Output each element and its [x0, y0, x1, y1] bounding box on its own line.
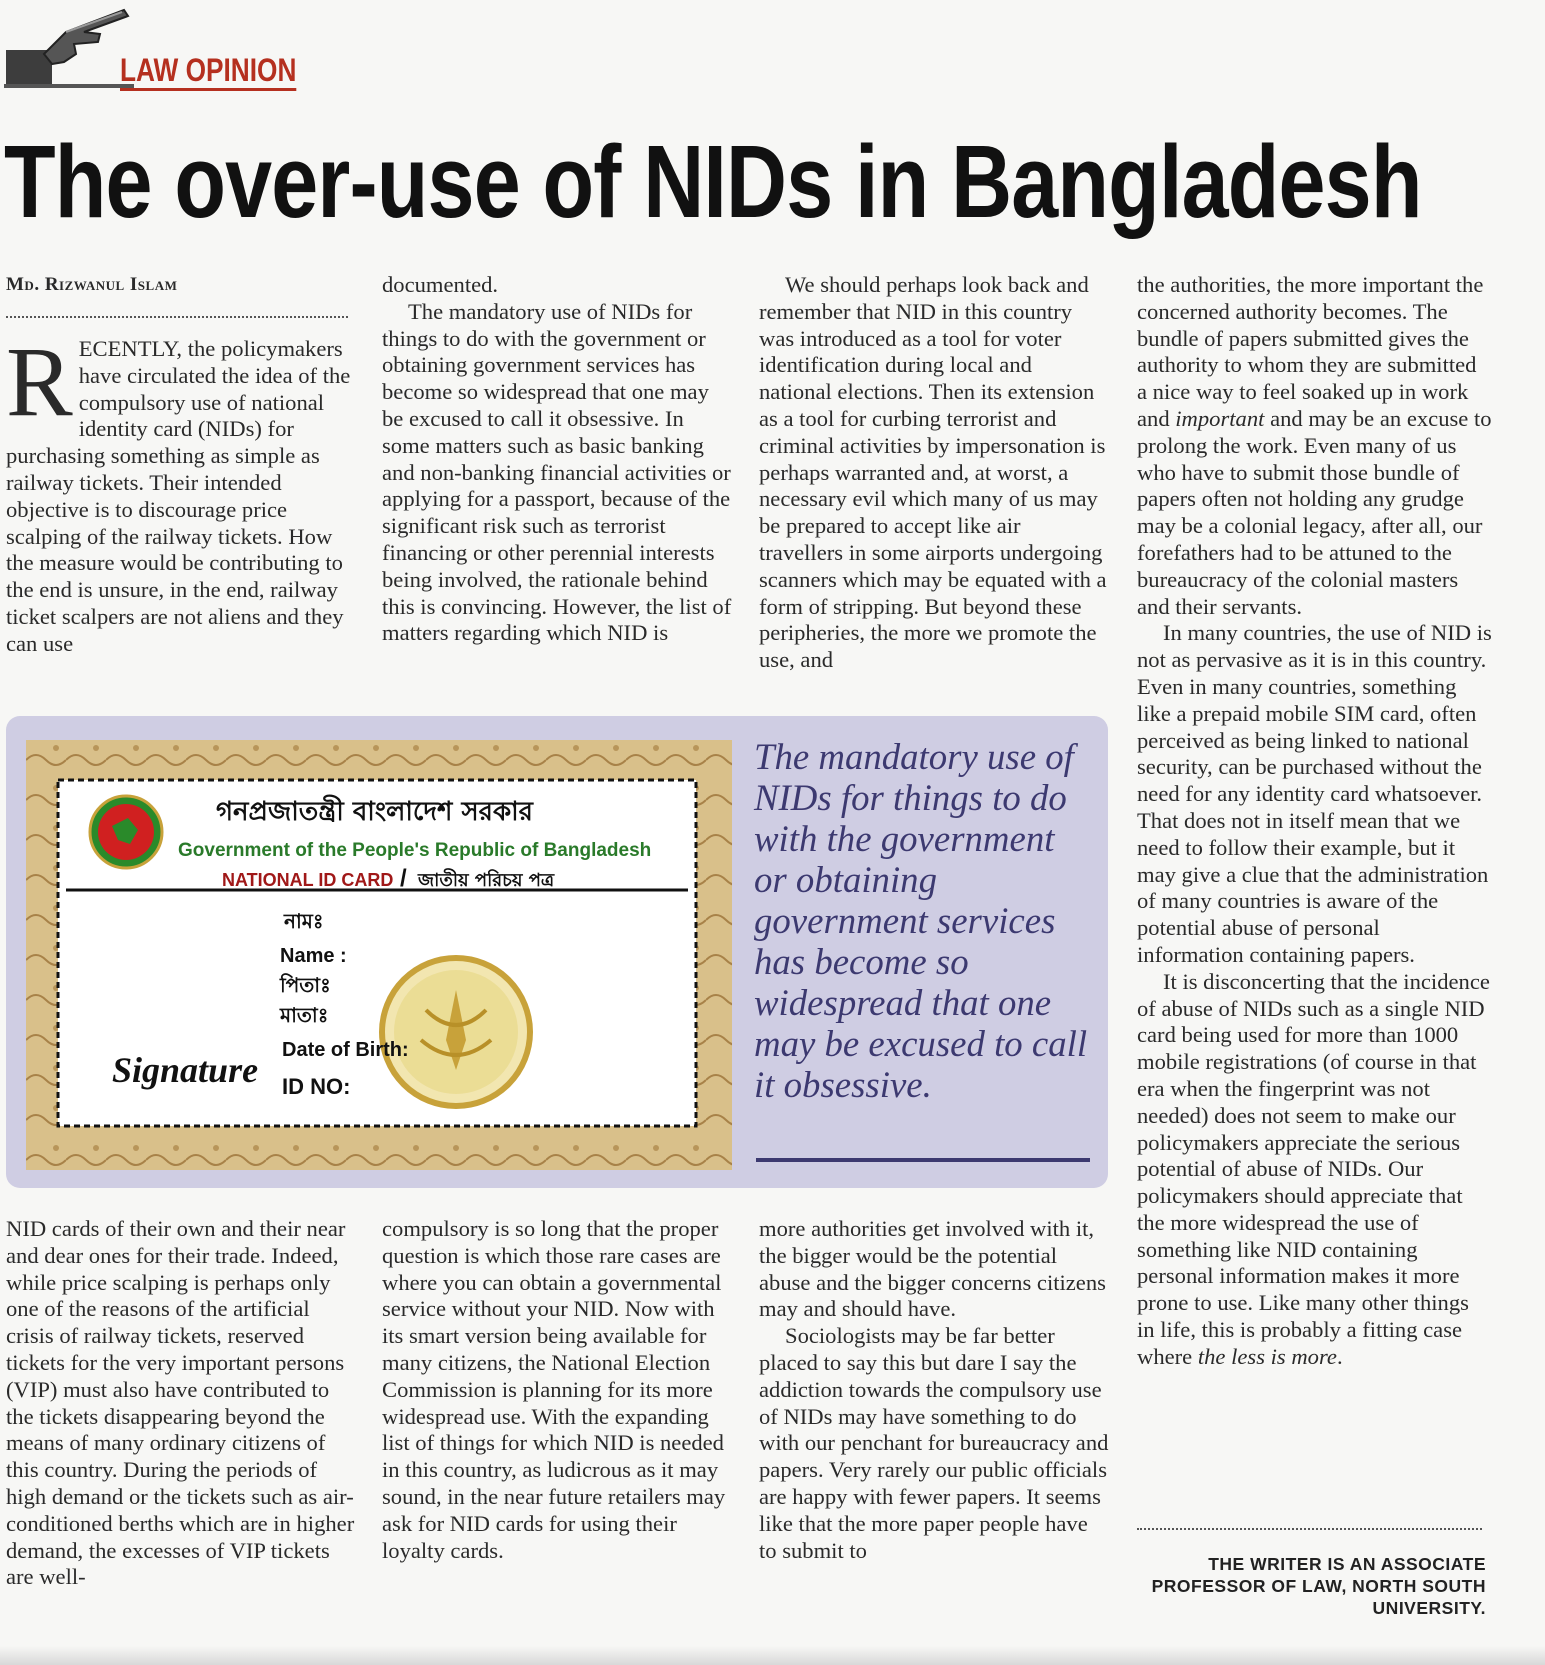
card-title-bangla: জাতীয় পরিচয় পত্র [418, 870, 555, 891]
col4-b-text: In many countries, the use of NID is not as pervasive as it is in this country. Even in many countries, something like a prepaid mobile SIM card, often perceived as being linked to national security, can be purchased without the need for any identity card whatsoever. That does not in itself mean that we need to follow their example, but it may give a clue that the administration of many countries is aware of the potential abuse of personal information containing papers. [1137, 620, 1492, 967]
field-father-bangla: পিতাঃ [280, 973, 331, 997]
dropcap: R [6, 326, 73, 437]
card-title-separator: / [400, 865, 407, 892]
nid-card-image [26, 740, 732, 1170]
col4-a-text: the authorities, the more important the concerned authority becomes. The bundle of papers submitted gives the authority to whom they are submitted a nice way to feel soaked up in work and [1137, 272, 1484, 431]
footer-divider [1137, 1528, 1482, 1530]
national-emblem-seal-icon [382, 958, 530, 1106]
card-title-english: NATIONAL ID CARD [222, 870, 394, 890]
field-mother-bangla: মাতাঃ [280, 1003, 329, 1027]
section-kicker: LAW OPINION [120, 52, 296, 91]
pull-quote: The mandatory use of NIDs for things to do with the government or obtaining government services has become so widespread that one may be excused to call it obsessive. [754, 736, 1088, 1105]
bangladesh-emblem-icon [90, 796, 162, 868]
column-1-bottom [6, 1216, 361, 1591]
card-header-english: Government of the People's Republic of Bangladesh [178, 840, 652, 861]
column-3-top [759, 272, 1109, 674]
col4-a-text-cont: and may be an excuse to prolong the work. Even many of us who have to submit those bundle of papers often not holding any grudge may be a colonial legacy, after all, our forefathers had to be attuned to the bureaucracy of the colonial masters and their servants. [1137, 405, 1492, 619]
field-id-number: ID NO: [282, 1074, 351, 1099]
column-4 [1137, 272, 1492, 1371]
col4-a-emphasis: important [1175, 405, 1265, 431]
field-date-of-birth: Date of Birth: [282, 1039, 409, 1061]
pull-quote-rule [756, 1158, 1090, 1162]
column-1-top [6, 326, 351, 658]
column-3-bottom [759, 1216, 1109, 1564]
byline: Md. Rizwanul Islam [6, 274, 178, 295]
writer-note: THE WRITER IS AN ASSOCIATE PROFESSOR OF LAW, NORTH SOUTH UNIVERSITY. [1151, 1554, 1486, 1618]
col3-top-text: We should perhaps look back and remember that NID in this country was introduced as a tool for voter identification during local and national elections. Then its extension as a tool for curbing terrorist and criminal activities by impersonation is perhaps warranted and, at worst, a necessary evil which many of us may be prepared to accept like air travellers in some airports undergoing scanners which may be equated with a form of stripping. But beyond these peripheries, the more we promote the use, and [759, 272, 1107, 673]
field-name-bangla: নামঃ [284, 909, 324, 933]
page-bottom-shadow [0, 1646, 1545, 1665]
signature-label: Signature [112, 1050, 259, 1090]
pointing-hand-icon [4, 2, 134, 90]
col3-bottom-a: more authorities get involved with it, the bigger would be the potential abuse and the bigger concerns citizens may and should have. [759, 1216, 1106, 1322]
col1-bottom-text: NID cards of their own and their near and dear ones for their trade. Indeed, while price scalping is perhaps only one of the reasons of the artificial crisis of railway tickets, reserved tickets for the very important persons (VIP) must also have contributed to the tickets disappearing beyond the means of many ordinary citizens of this country. During the periods of high demand or the tickets such as air-conditioned berths which are in higher demand, the excesses of VIP tickets are well- [6, 1216, 355, 1590]
col2-bottom-text: compulsory is so long that the proper question is which those rare cases are where you can obtain a governmental service without your NID. Now with its smart version being available for many citizens, the National Election Commission is planning for its more widespread use. With the expanding list of things for which NID is needed in this country, as ludicrous as it may sound, in the near future retailers may ask for NID cards for using their loyalty cards. [382, 1216, 726, 1563]
headline: The over-use of NIDs in Bangladesh [4, 124, 1422, 239]
column-2-top [382, 272, 732, 647]
col4-c-text: It is disconcerting that the incidence of abuse of NIDs such as a single NID card being used for more than 1000 mobile registrations (of course in that era when the fingerprint was not needed) does not seem to make our policymakers appreciate the serious potential of abuse of NIDs. Our policymakers should appreciate that the more widespread the use of something like NID containing personal information makes it more prone to use. Like many other things in life, this is probably a fitting case where [1137, 968, 1490, 1369]
col3-bottom-b: Sociologists may be far better placed to say this but dare I say the addiction towards the compulsory use of NIDs may have something to do with our penchant for bureaucracy and papers. Very rarely our public officials are happy with fewer papers. It seems like that the more paper people have to submit to [759, 1323, 1109, 1563]
col4-c-end: . [1336, 1343, 1343, 1369]
card-header-bangla: গনপ্রজাতন্ত্রী বাংলাদেশ সরকার [216, 797, 533, 827]
column-2-bottom [382, 1216, 732, 1564]
byline-divider [6, 316, 348, 318]
col2-top-b: The mandatory use of NIDs for things to do with the government or obtaining government services has become so widespread that one may be excused to call it obsessive. In some matters such as basic banking and non-banking financial activities or applying for a passport, because of the significant risk such as terrorist financing or other perennial interests being involved, the rationale behind this is convincing. However, the list of matters regarding which NID is [382, 298, 732, 646]
col2-top-a: documented. [382, 272, 499, 297]
col1-top-text: ECENTLY, the policymakers have circulated the idea of the compulsory use of national identity card (NIDs) for purchasing something as simple as railway tickets. Their intended objective is to discourage price scalping of the railway tickets. How the measure would be contributing to the end is unsure, in the end, railway ticket scalpers are not aliens and they can use [6, 336, 351, 656]
col4-c-emphasis: the less is more [1197, 1343, 1337, 1369]
field-name-english: Name : [280, 945, 347, 967]
